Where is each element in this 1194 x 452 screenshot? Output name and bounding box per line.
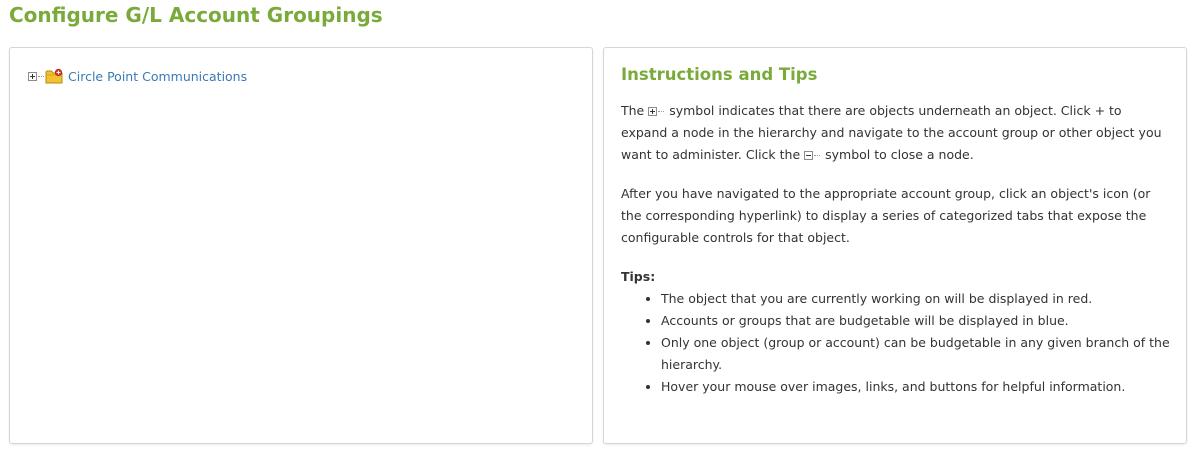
para1-text-before-plus: The [621,103,649,118]
inline-minus-symbol [804,151,821,160]
page-title: Configure G/L Account Groupings [9,3,383,27]
tree-connector [38,76,44,77]
folder-group-icon[interactable] [45,68,63,84]
para1-text-after-plus: symbol indicates that there are objects underneath an object. Click + to expand a node in the hierarchy and navigate to the account group or other object you want to administer. Click the [621,103,1162,162]
expand-plus-icon[interactable] [28,72,37,81]
para1-text-after-minus: symbol to close a node. [821,147,974,162]
tips-label: Tips: [621,269,656,284]
instructions-paragraph-1 [621,100,1171,166]
account-tree-panel [9,47,593,444]
tree-connector [814,155,820,156]
inline-plus-symbol [648,107,665,116]
plus-box-icon [648,107,657,116]
instructions-paragraph-2: After you have navigated to the appropriate account group, click an object's icon (or the corresponding hyperlink) to display a series of categorized tabs that expose the configurable controls for that object. [621,186,1151,245]
tip-item: • Only one object (group or account) can be budgetable in any given branch of the hierarchy. [661,332,1171,376]
tree-link-root[interactable]: Circle Point Communications [68,68,248,84]
tree-connector [658,111,664,112]
instructions-panel [603,47,1187,444]
tip-item: • Accounts or groups that are budgetable will be displayed in blue. [661,310,1171,332]
tree-node-root [28,67,247,85]
minus-box-icon [804,151,813,160]
tip-item: • The object that you are currently working on will be displayed in red. [661,288,1171,310]
instructions-title: Instructions and Tips [621,65,818,84]
tips-list [621,288,1171,398]
tip-item: • Hover your mouse over images, links, and buttons for helpful information. [661,376,1171,398]
instructions-content [621,64,1171,398]
